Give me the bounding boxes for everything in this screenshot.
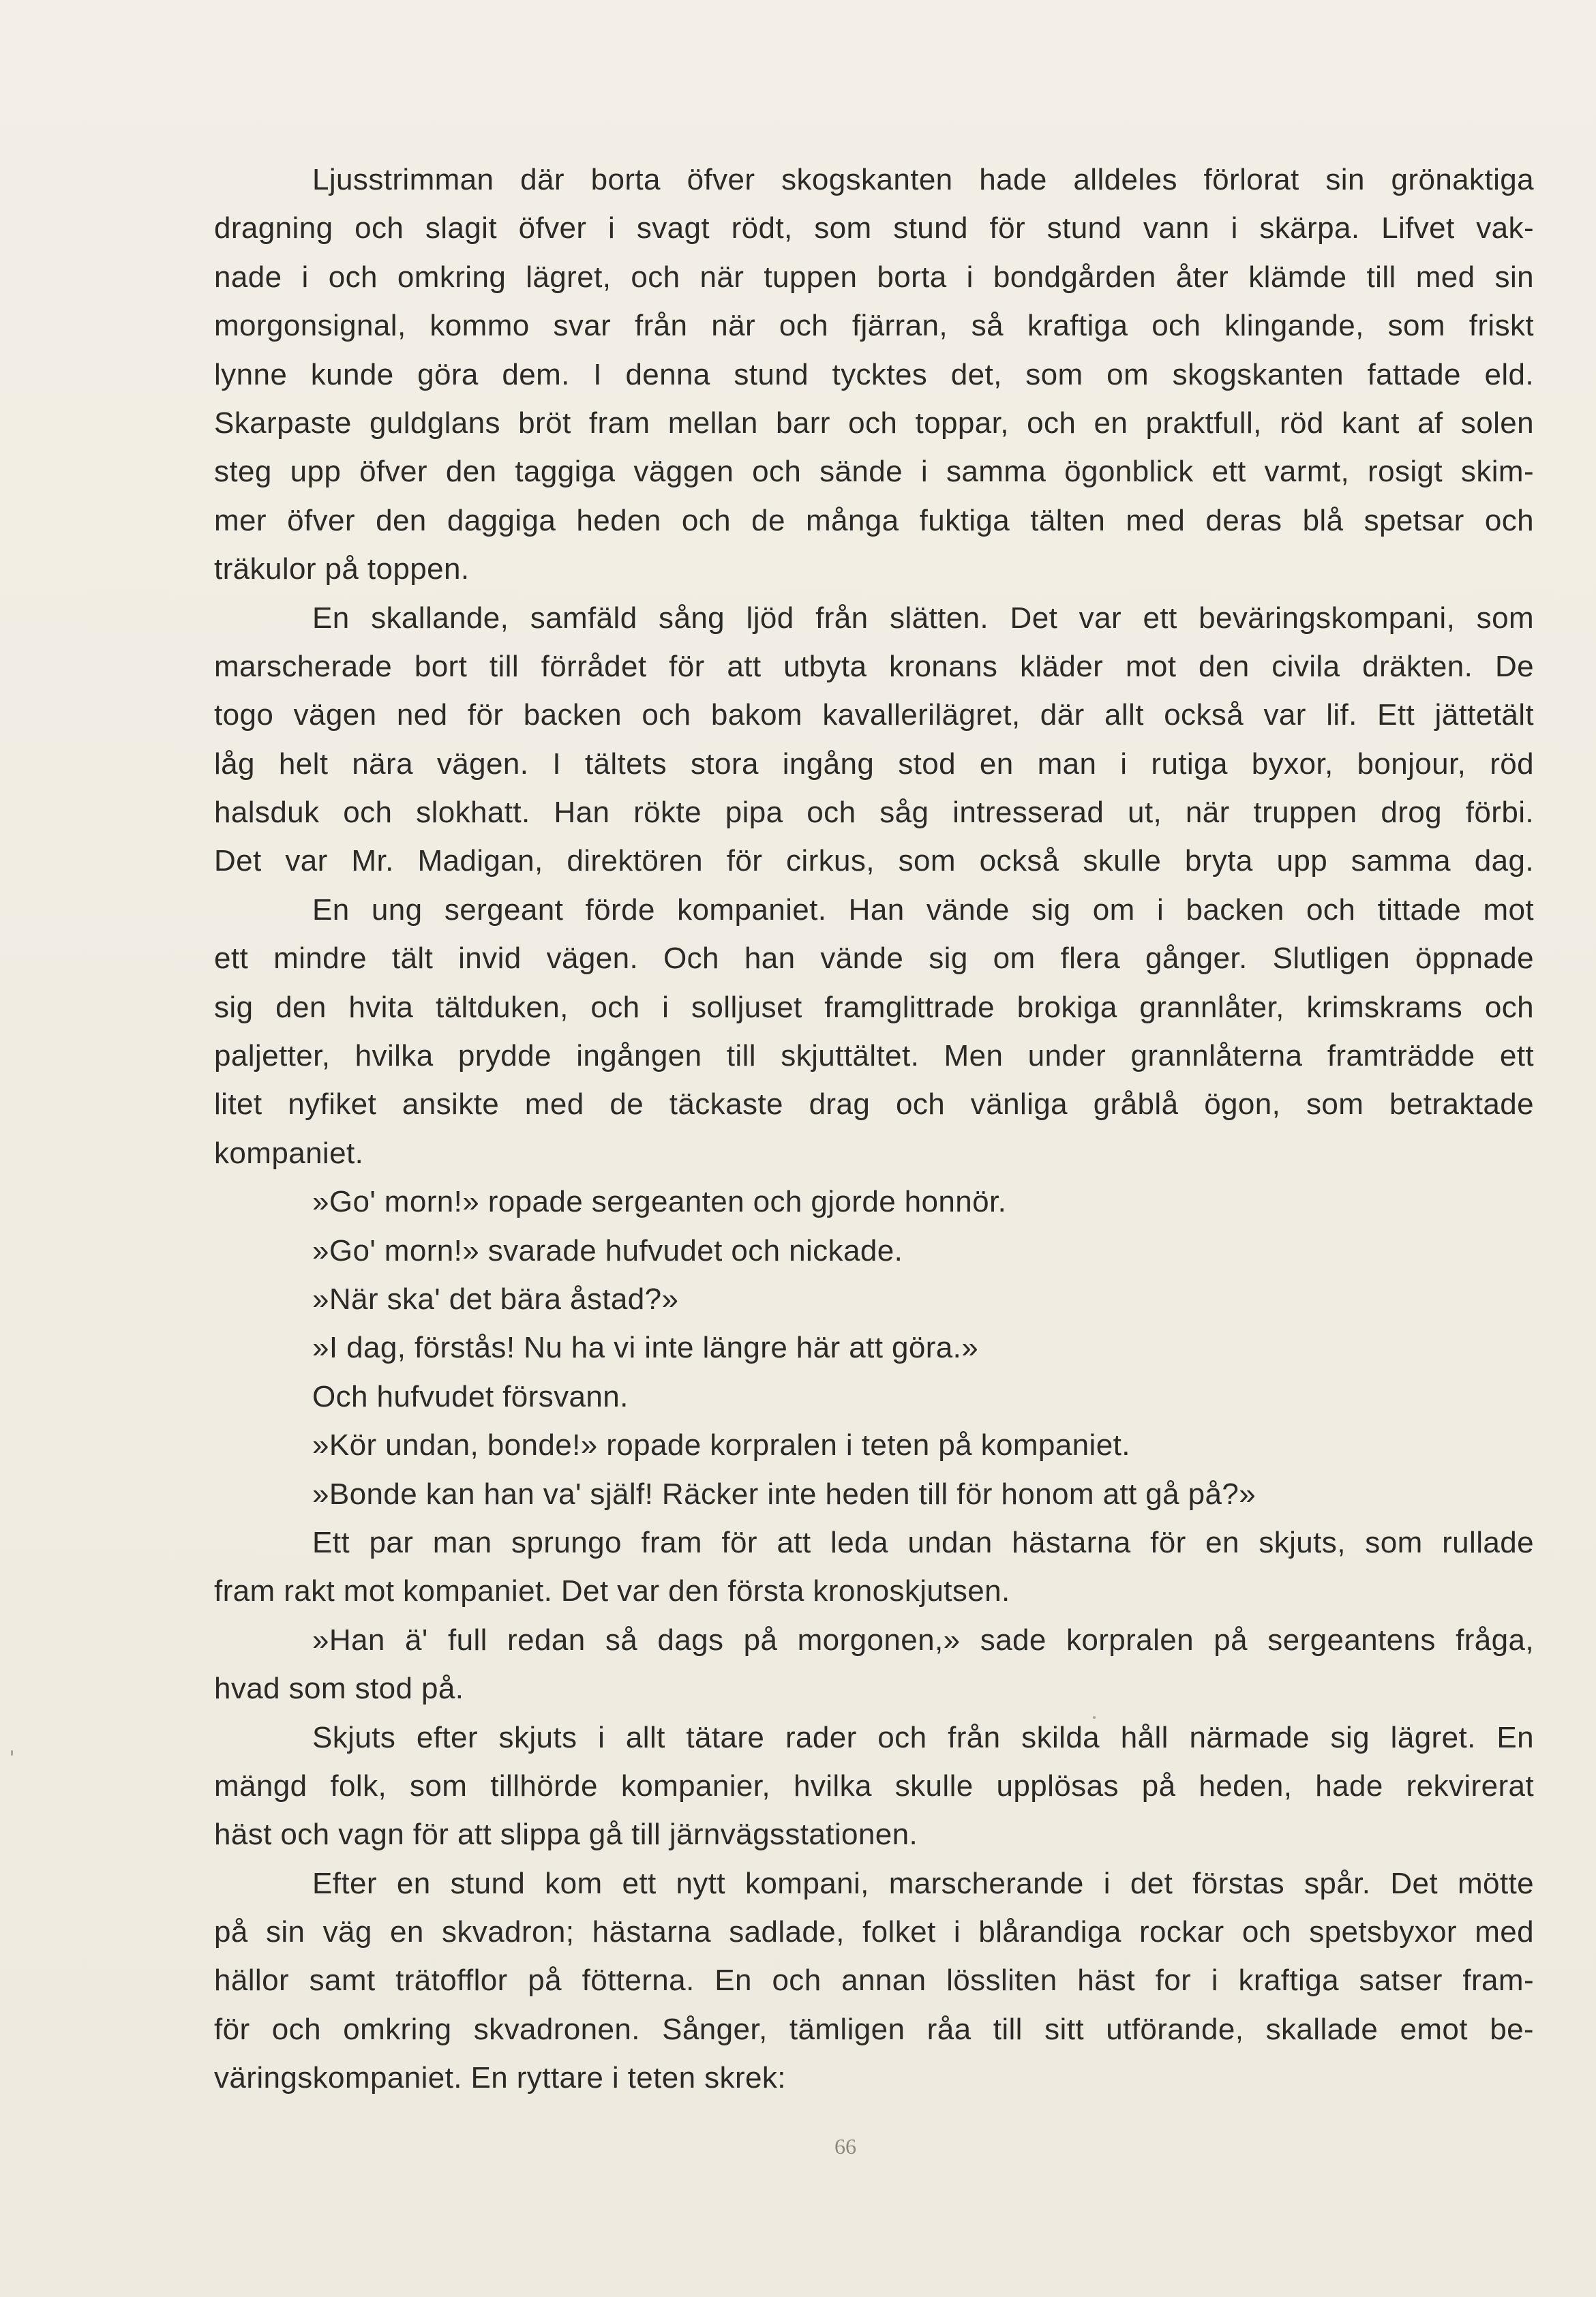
page-number: 66 <box>834 2134 856 2159</box>
text-line: »Go' morn!» ropade sergeanten och gjorde honnör. <box>312 1185 1007 1219</box>
text-line: lynne kunde göra dem. I denna stund tycktes det, som om skogskanten fattade eld. <box>214 357 1534 391</box>
text-line: för och omkring skvadronen. Sånger, tämligen råa till sitt utförande, skallade emot be- <box>214 2012 1534 2046</box>
text-line: nade i och omkring lägret, och när tuppen borta i bondgården åter klämde till med sin <box>214 260 1534 294</box>
text-line: hvad som stod på. <box>214 1672 464 1706</box>
text-line: »Han ä' full redan så dags på morgonen,» sade korpralen på sergeantens fråga, <box>312 1623 1534 1657</box>
text-line: Och hufvudet försvann. <box>312 1379 629 1413</box>
text-line: träkulor på toppen. <box>214 552 470 586</box>
text-line: En ung sergeant förde kompaniet. Han vände sig om i backen och tittade mot <box>312 892 1534 927</box>
text-line: mängd folk, som tillhörde kompanier, hvilka skulle upplösas på heden, hade rekvirerat <box>214 1769 1534 1803</box>
text-line: dragning och slagit öfver i svagt rödt, som stund för stund vann i skärpa. Lifvet vak- <box>214 211 1534 245</box>
text-line: Ett par man sprungo fram för att leda undan hästarna för en skjuts, som rullade <box>312 1525 1534 1559</box>
text-line: halsduk och slokhatt. Han rökte pipa och såg intresserad ut, när truppen drog förbi. <box>214 796 1534 830</box>
text-line: En skallande, samfäld sång ljöd från slätten. Det var ett beväringskompani, som <box>312 601 1534 635</box>
body-text <box>214 155 1534 2103</box>
text-line: Ljusstrimman där borta öfver skogskanten hade alldeles förlorat sin grönaktiga <box>312 163 1534 196</box>
text-line: »När ska' det bära åstad?» <box>312 1282 679 1316</box>
text-line: »Kör undan, bonde!» ropade korpralen i teten på kompaniet. <box>312 1428 1130 1462</box>
text-line: mer öfver den daggiga heden och de många fuktiga tälten med deras blå spetsar och <box>214 503 1534 537</box>
text-line: Skjuts efter skjuts i allt tätare rader och från skilda håll närmade sig lägret. En <box>312 1720 1534 1754</box>
text-line: ett mindre tält invid vägen. Och han vände sig om flera gånger. Slutligen öppnade <box>214 942 1534 976</box>
text-line: sig den hvita tältduken, och i solljuset framglittrade brokiga grannlåter, krimskrams och <box>214 990 1534 1024</box>
text-line: steg upp öfver den taggiga väggen och sände i samma ögonblick ett varmt, rosigt skim- <box>214 455 1534 489</box>
text-line: väringskompaniet. En ryttare i teten skrek: <box>214 2061 786 2095</box>
text-line: fram rakt mot kompaniet. Det var den första kronoskjutsen. <box>214 1574 1010 1608</box>
text-line: Det var Mr. Madigan, direktören för cirkus, som också skulle bryta upp samma dag. <box>214 844 1534 878</box>
text-line: låg helt nära vägen. I tältets stora ingång stod en man i rutiga byxor, bonjour, röd <box>214 747 1534 781</box>
text-line: Skarpaste guldglans bröt fram mellan barr och toppar, och en praktfull, röd kant af solen <box>214 406 1534 440</box>
text-line: hällor samt trätofflor på fötterna. En och annan lössliten häst for i kraftiga satser fram- <box>214 1964 1534 1998</box>
text-line: paljetter, hvilka prydde ingången till skjuttältet. Men under grannlåterna framträdde ett <box>214 1039 1534 1073</box>
paper-speck <box>11 1750 13 1756</box>
text-line: litet nyfiket ansikte med de täckaste drag och vänliga gråblå ögon, som betraktade <box>214 1087 1534 1122</box>
text-line: morgonsignal, kommo svar från när och fjärran, så kraftiga och klingande, som friskt <box>214 309 1534 343</box>
text-line: »I dag, förstås! Nu ha vi inte längre här att göra.» <box>312 1331 979 1365</box>
text-line: »Go' morn!» svarade hufvudet och nickade. <box>312 1233 903 1267</box>
text-line: på sin väg en skvadron; hästarna sadlade, folket i blårandiga rockar och spetsbyxor med <box>214 1915 1534 1949</box>
paper-speck <box>1093 1716 1096 1719</box>
text-line: häst och vagn för att slippa gå till järnvägsstationen. <box>214 1818 918 1852</box>
text-line: togo vägen ned för backen och bakom kavallerilägret, där allt också var lif. Ett jättetält <box>214 698 1534 732</box>
text-line: marscherade bort till förrådet för att utbyta kronans kläder mot den civila dräkten. De <box>214 649 1534 683</box>
text-line: Efter en stund kom ett nytt kompani, marscherande i det förstas spår. Det mötte <box>312 1866 1534 1900</box>
text-line: kompaniet. <box>214 1136 364 1170</box>
text-line: »Bonde kan han va' själf! Räcker inte heden till för honom att gå på?» <box>312 1477 1256 1511</box>
